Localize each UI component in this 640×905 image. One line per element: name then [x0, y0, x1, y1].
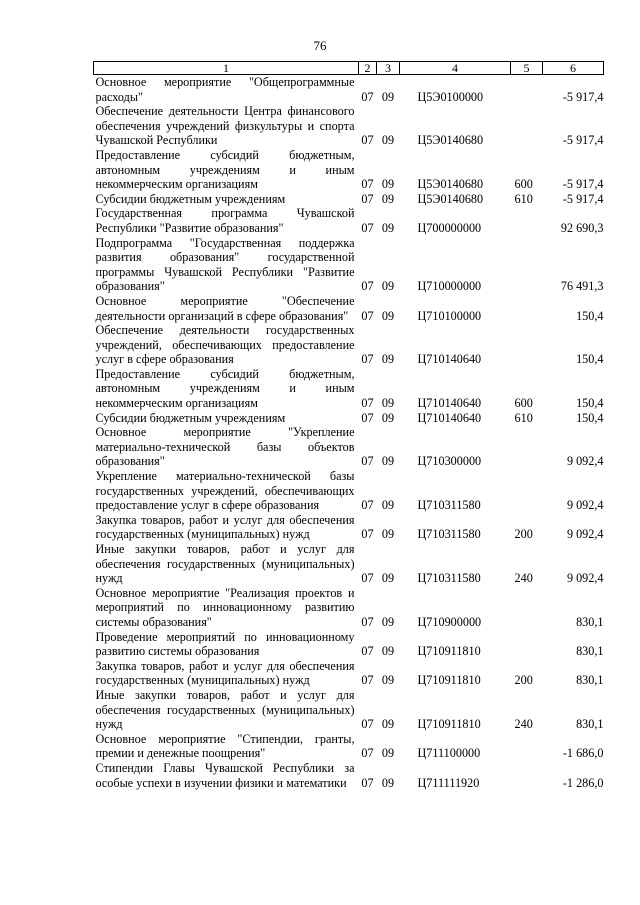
row-target-article: Ц710311580	[417, 571, 481, 586]
row-section: 07	[361, 396, 374, 411]
row-amount: 150,4	[576, 308, 604, 323]
row-name: Иные закупки товаров, работ и услуг для обеспечения государственных (муниципальных) нужд	[95, 542, 355, 586]
row-expense-type: 240	[514, 717, 533, 732]
table-row	[94, 104, 604, 148]
table-row	[94, 513, 604, 542]
row-name: Закупка товаров, работ и услуг для обеспечения государственных (муниципальных) нужд	[95, 512, 355, 542]
row-amount: 830,1	[576, 644, 604, 659]
row-section: 07	[361, 775, 374, 790]
row-amount: 9 092,4	[566, 527, 604, 542]
row-section: 07	[361, 614, 374, 629]
row-subsection: 09	[381, 352, 395, 367]
row-amount: 830,1	[576, 717, 604, 732]
row-section: 07	[361, 352, 374, 367]
row-target-article: Ц710911810	[417, 644, 481, 659]
row-name: Основное мероприятие "Общепрограммные расходы"	[95, 75, 355, 104]
row-section: 07	[361, 644, 374, 659]
row-subsection: 09	[381, 410, 395, 425]
table-row	[94, 236, 604, 294]
row-subsection: 09	[381, 191, 395, 206]
row-target-article: Ц710140640	[417, 396, 482, 411]
row-subsection: 09	[381, 396, 395, 411]
row-subsection: 09	[381, 746, 395, 761]
table-row	[94, 542, 604, 586]
column-header-expense-type: 5	[511, 62, 543, 75]
table-row	[94, 367, 604, 411]
page-number: 76	[313, 38, 327, 53]
row-subsection: 09	[381, 498, 395, 513]
row-name: Иные закупки товаров, работ и услуг для обеспечения государственных (муниципальных) нужд	[95, 687, 355, 732]
row-section: 07	[361, 571, 374, 586]
table-header-row	[94, 62, 604, 75]
row-target-article: Ц711111920	[417, 775, 480, 790]
row-expense-type: 600	[514, 396, 533, 411]
row-subsection: 09	[381, 775, 395, 790]
row-section: 07	[361, 308, 374, 323]
row-subsection: 09	[381, 717, 395, 732]
row-expense-type	[511, 294, 543, 323]
row-amount: 830,1	[576, 614, 604, 629]
row-expense-type: 600	[514, 177, 533, 192]
row-subsection: 09	[381, 133, 395, 148]
row-section: 07	[361, 133, 374, 148]
row-target-article: Ц710140640	[417, 352, 482, 367]
row-target-article: Ц710311580	[417, 498, 481, 513]
row-name: Основное мероприятие "Реализация проектов и мероприятий по инновационному развитию системы образования"	[95, 585, 355, 629]
row-name: Подпрограмма "Государственная поддержка развития образования" государственной программы Чувашской Республики "Развитие образования"	[95, 235, 355, 294]
row-name: Государственная программа Чувашской Республики "Развитие образования"	[95, 206, 355, 235]
row-amount: 150,4	[576, 410, 604, 425]
row-amount: 9 092,4	[566, 498, 604, 513]
row-expense-type	[511, 425, 543, 469]
row-name: Основное мероприятие "Укрепление материально-технической базы объектов образования"	[95, 425, 355, 469]
table-row	[94, 411, 604, 426]
row-target-article: Ц710100000	[417, 308, 482, 323]
row-target-article: Ц710000000	[417, 279, 482, 294]
row-expense-type	[511, 236, 543, 294]
row-name: Субсидии бюджетным учреждениям	[95, 191, 286, 206]
row-amount: 92 690,3	[560, 220, 604, 235]
row-name: Обеспечение деятельности государственных учреждений, обеспечивающих предоставление услуг в сфере образования	[95, 323, 355, 367]
table-row	[94, 688, 604, 732]
row-section: 07	[361, 498, 374, 513]
row-subsection: 09	[381, 527, 395, 542]
row-target-article: Ц5Э0140680	[417, 133, 484, 148]
row-subsection: 09	[381, 454, 395, 469]
row-amount: -5 917,4	[562, 133, 604, 148]
row-name: Обеспечение деятельности Центра финансового обеспечения учреждений физкультуры и спорта Чувашской Республики	[95, 104, 355, 148]
row-section: 07	[361, 220, 374, 235]
row-target-article: Ц5Э0100000	[417, 89, 484, 104]
table-row	[94, 192, 604, 207]
table-row	[94, 630, 604, 659]
row-amount: 9 092,4	[566, 571, 604, 586]
row-amount: 830,1	[576, 673, 604, 688]
row-amount: -1 686,0	[562, 746, 604, 761]
row-subsection: 09	[381, 89, 395, 104]
row-amount: 76 491,3	[560, 279, 604, 294]
row-subsection: 09	[381, 279, 395, 294]
column-header-target: 4	[400, 62, 511, 75]
row-section: 07	[361, 410, 374, 425]
row-subsection: 09	[381, 571, 395, 586]
table-row	[94, 659, 604, 688]
table-row	[94, 294, 604, 323]
row-section: 07	[361, 89, 374, 104]
row-expense-type: 200	[514, 527, 533, 542]
row-section: 07	[361, 673, 374, 688]
row-expense-type: 200	[514, 673, 533, 688]
row-name: Стипендии Главы Чувашской Республики за особые успехи в изучении физики и математики	[95, 760, 355, 790]
row-section: 07	[361, 454, 374, 469]
row-name: Предоставление субсидий бюджетным, автономным учреждениям и иным некоммерческим организациям	[95, 366, 355, 411]
row-subsection: 09	[381, 177, 395, 192]
row-subsection: 09	[381, 673, 395, 688]
row-expense-type	[511, 732, 543, 761]
table-row	[94, 469, 604, 513]
row-subsection: 09	[381, 308, 395, 323]
row-target-article: Ц5Э0140680	[417, 191, 484, 206]
row-expense-type	[511, 206, 543, 235]
row-target-article: Ц700000000	[417, 220, 482, 235]
table-row	[94, 148, 604, 192]
row-expense-type	[511, 75, 543, 105]
row-name: Предоставление субсидий бюджетным, автономным учреждениям и иным некоммерческим организациям	[95, 147, 355, 192]
table-row	[94, 206, 604, 235]
row-name: Основное мероприятие "Стипендии, гранты, премии и денежные поощрения"	[95, 731, 355, 761]
row-expense-type	[511, 104, 543, 148]
row-name: Субсидии бюджетным учреждениям	[95, 410, 286, 425]
row-section: 07	[361, 191, 374, 206]
table-row	[94, 75, 604, 105]
column-header-subsection: 3	[377, 62, 400, 75]
table-row	[94, 732, 604, 761]
row-target-article: Ц710300000	[417, 454, 482, 469]
column-header-section: 2	[359, 62, 377, 75]
table-row	[94, 761, 604, 790]
row-name: Закупка товаров, работ и услуг для обеспечения государственных (муниципальных) нужд	[95, 658, 355, 688]
table-row	[94, 425, 604, 469]
table-body	[94, 75, 604, 791]
row-expense-type: 610	[514, 191, 533, 206]
row-expense-type	[511, 761, 543, 790]
row-subsection: 09	[381, 220, 395, 235]
row-amount: -5 917,4	[562, 89, 604, 104]
row-target-article: Ц710900000	[417, 614, 482, 629]
table-row	[94, 323, 604, 367]
row-target-article: Ц710311580	[417, 527, 481, 542]
row-target-article: Ц710911810	[417, 717, 481, 732]
row-amount: -5 917,4	[562, 191, 604, 206]
row-subsection: 09	[381, 644, 395, 659]
row-section: 07	[361, 177, 374, 192]
row-target-article: Ц710140640	[417, 410, 482, 425]
row-section: 07	[361, 527, 374, 542]
row-amount: 150,4	[576, 396, 604, 411]
table-row	[94, 586, 604, 630]
row-target-article: Ц5Э0140680	[417, 177, 484, 192]
column-header-name: 1	[94, 62, 359, 75]
row-name: Укрепление материально-технической базы государственных учреждений, обеспечивающих предоставление услуг в сфере образования	[95, 469, 355, 513]
row-amount: 150,4	[576, 352, 604, 367]
row-name: Основное мероприятие "Обеспечение деятельности организаций в сфере образования"	[95, 293, 355, 323]
row-expense-type: 610	[514, 410, 533, 425]
row-amount: -5 917,4	[562, 177, 604, 192]
row-section: 07	[361, 717, 374, 732]
row-target-article: Ц710911810	[417, 673, 481, 688]
row-amount: -1 286,0	[562, 775, 604, 790]
row-section: 07	[361, 279, 374, 294]
row-expense-type	[511, 630, 543, 659]
row-amount: 9 092,4	[566, 454, 604, 469]
row-target-article: Ц711100000	[417, 746, 481, 761]
budget-table	[93, 61, 604, 790]
row-expense-type: 240	[514, 571, 533, 586]
row-expense-type	[511, 469, 543, 513]
column-header-amount: 6	[543, 62, 604, 75]
row-expense-type	[511, 323, 543, 367]
row-expense-type	[511, 586, 543, 630]
row-name: Проведение мероприятий по инновационному развитию системы образования	[95, 629, 355, 659]
row-subsection: 09	[381, 614, 395, 629]
row-section: 07	[361, 746, 374, 761]
